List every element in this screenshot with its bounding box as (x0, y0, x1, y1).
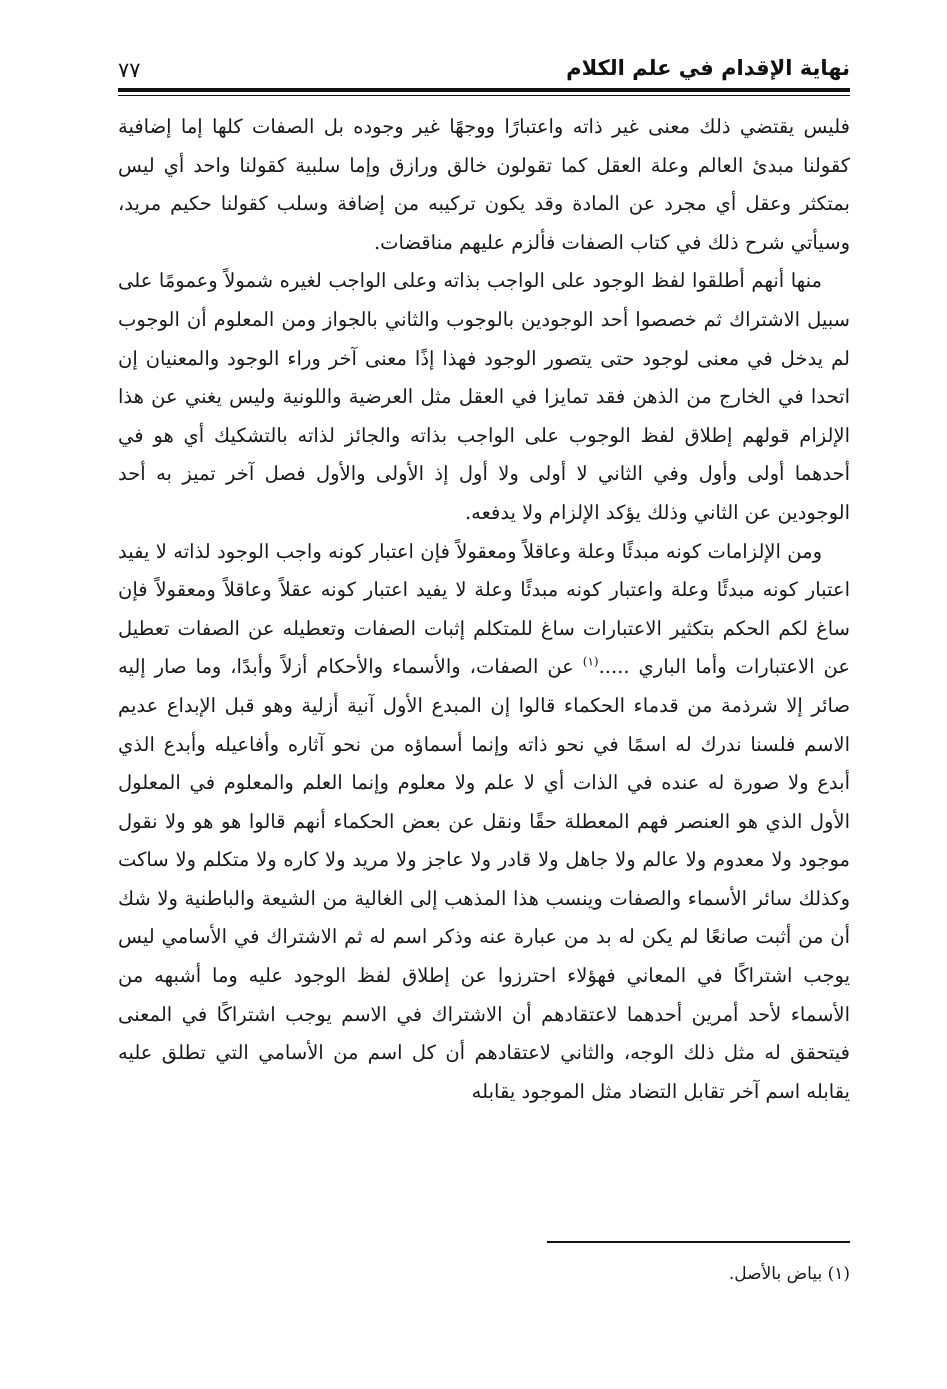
paragraph-3 (118, 533, 850, 1112)
paragraph-2: منها أنهم أطلقوا لفظ الوجود على الواجب بذاته وعلى الواجب لغيره شمولاً وعمومًا على سبيل الاشتراك ثم خصصوا أحد الوجودين بالوجوب والثاني بالجواز ومن المعلوم أن الوجوب لم يدخل في معنى لوجود حتى يتصور الوجود فهذا إذًا معنى آخر وراء الوجود والمعنيان إن اتحدا في الخارج من الذهن فقد تمايزا في العقل مثل العرضية واللونية وليس يغني عن هذا الإلزام قولهم إطلاق لفظ الوجوب على الواجب بذاته والجائز لذاته بالتشكيك أي هو في أحدهما أولى وأول وفي الثاني لا أولى ولا أول إذ الأولى والأول فصل آخر تميز به أحد الوجودين عن الثاني وذلك يؤكد الإلزام ولا يدفعه. (118, 269, 850, 524)
paragraph-3-continuation: عن الصفات، والأسماء والأحكام أزلاً وأبدًا، وما صار إليه صائر إلا شرذمة من قدماء الحكماء قالوا إن المبدع الأول آنية أزلية وهو قبل الإبداع عديم الاسم فلسنا ندرك له اسمًا في نحو ذاته وإنما أسماؤه من نحو آثاره وأفاعيله وأبدع الذي أبدع ولا صورة له عنده في الذات أي لا علم ولا معلوم وإنما العلم والمعلوم في المعلول الأول الذي هو العنصر فهم المعطلة حقًا ونقل عن بعض الحكماء أنهم قالوا هو هو ولا نقول موجود ولا معدوم ولا عالم ولا جاهل ولا قادر ولا عاجز ولا مريد ولا كاره ولا متكلم ولا ساكت وكذلك سائر الأسماء والصفات وينسب هذا المذهب إلى الغالية من الشيعة والباطنية ولا شك أن من أثبت صانعًا لم يكن له بد من عبارة عنه وذكر اسم له ثم الاشتراك في الأسامي ليس يوجب اشتراكًا في المعاني فهؤلاء احترزوا عن إطلاق لفظ الوجود عليه وما أشبهه من الأسماء لأحد أمرين أحدهما لاعتقادهم أن الاشتراك في الاسم يوجب اشتراكًا في المعنى فيتحقق له مثل ذلك الوجه، والثاني لاعتقادهم أن كل اسم من الأسامي التي تطلق عليه يقابله اسم آخر تقابل التضاد مثل الموجود يقابله (118, 655, 850, 1103)
book-title: نهاية الإقدام في علم الكلام (566, 56, 850, 80)
body-text (118, 108, 850, 1111)
paragraph-3-text: ومن الإلزامات كونه مبدئًا وعلة وعاقلاً ومعقولاً فإن اعتبار كونه واجب الوجود لذاته لا يفيد اعتبار كونه مبدئًا وعلة واعتبار كونه مبدئًا وعلة لا يفيد اعتبار كونه عقلاً وعاقلاً ومعقولاً فإن ساغ لكم الحكم بتكثير الاعتبارات ساغ للمتكلم إثبات الصفات وتعطيله عن الصفات تعطيل عن الاعتبارات وأما الباري ..... (118, 539, 851, 679)
footnote-marker: (١) (582, 654, 599, 669)
footnote-separator (547, 1241, 850, 1243)
paragraph-1: فليس يقتضي ذلك معنى غير ذاته واعتبارًا ووجهًا غير وجوده بل الصفات كلها إما إضافية كقولنا مبدئ العالم وعلة العقل كما تقولون خالق ورازق وإما سلبية كقولنا واحد أي ليس بمتكثر وعقل أي مجرد عن المادة وقد يكون تركيبه من إضافة وسلب كقولنا حكيم مريد، وسيأتي شرح ذلك في كتاب الصفات فألزم عليهم مناقضات. (118, 115, 850, 254)
footnote: (١) بياض بالأصل. (728, 1264, 850, 1284)
header-rule-thin (118, 95, 850, 96)
page-number: ٧٧ (118, 58, 141, 82)
header-rule-thick (118, 88, 850, 92)
running-header (118, 54, 850, 90)
